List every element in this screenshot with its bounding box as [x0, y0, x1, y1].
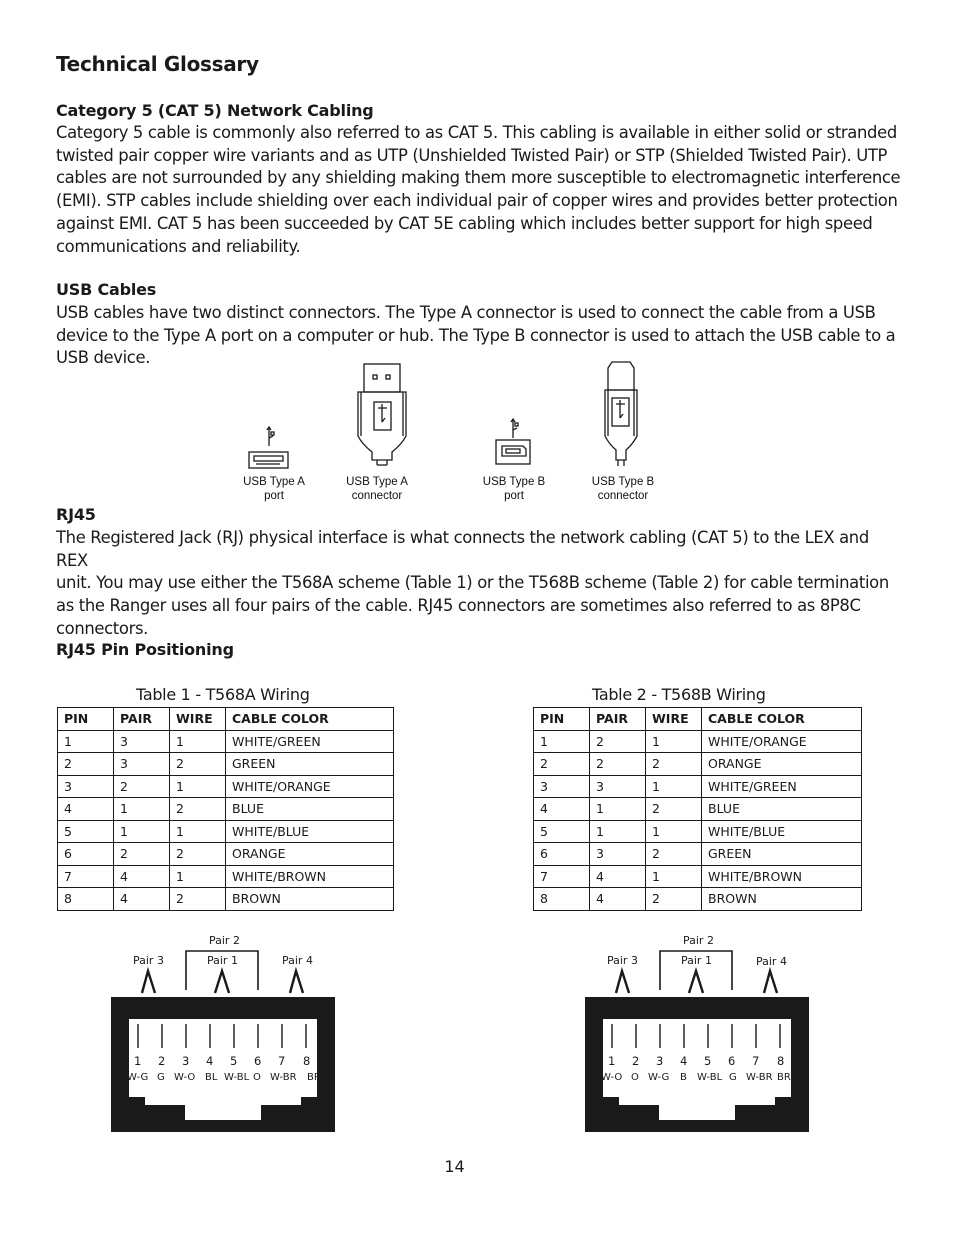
- pair-4-label: Pair 4: [756, 955, 787, 968]
- pin-color-label: W-BL: [697, 1072, 723, 1083]
- usb-type-b-connector-label: USB Type B connector: [591, 476, 655, 502]
- cat5-line: Category 5 cable is commonly also referred to as CAT 5. This cabling is available in either solid or stranded: [56, 123, 897, 142]
- cat5-line: cables are not surrounded by any shielding making them more susceptible to electromagnetic interference: [56, 168, 901, 188]
- table-row: 6 2 2 ORANGE: [58, 843, 394, 866]
- rj45-line: connectors.: [56, 618, 149, 638]
- pin-number: 2: [632, 1054, 640, 1068]
- usb-type-b-port-icon: [496, 419, 530, 464]
- pin-color-label: O: [253, 1072, 261, 1083]
- pair-4-label: Pair 4: [282, 954, 313, 967]
- rj45-paragraph: [56, 527, 901, 641]
- pin-number: 3: [182, 1054, 190, 1068]
- page-title: Technical Glossary: [56, 52, 259, 76]
- usb-line: USB cables have two distinct connectors. The Type A connector is used to connect the cable from a USB: [56, 303, 876, 322]
- table-row: 4 1 2 BLUE: [58, 798, 394, 821]
- cat5-paragraph: [56, 122, 901, 258]
- column-header: WIRE: [170, 708, 226, 731]
- pair-3-label: Pair 3: [607, 954, 638, 967]
- table-row: 7 4 1 WHITE/BROWN: [58, 865, 394, 888]
- pin-color-label: W-BR: [746, 1072, 773, 1083]
- pair-3-marker: [142, 971, 155, 993]
- column-header: PIN: [58, 708, 114, 731]
- table-row: 8 4 2 BROWN: [534, 888, 862, 911]
- pin-number: 1: [134, 1054, 142, 1068]
- column-header: PAIR: [590, 708, 646, 731]
- pin-number: 4: [206, 1054, 214, 1068]
- pair-1-label: Pair 1: [681, 954, 712, 967]
- cat5-line: twisted pair copper wire variants and as UTP (Unshielded Twisted Pair) or STP (Shielded Twisted Pair). UTP: [56, 145, 888, 165]
- usb-symbol-icon: [511, 419, 518, 438]
- usb-line: USB device.: [56, 348, 151, 368]
- table-row: 3 3 1 WHITE/GREEN: [534, 775, 862, 798]
- rj45-heading: RJ45: [56, 505, 96, 524]
- pin-number: 7: [752, 1054, 760, 1068]
- pair-3-marker: [616, 971, 629, 993]
- pair-2-label: Pair 2: [683, 934, 714, 947]
- usb-line: device to the Type A port on a computer or hub. The Type B connector is used to attach the USB cable to a: [56, 325, 896, 345]
- cat5-heading: Category 5 (CAT 5) Network Cabling: [56, 101, 374, 120]
- page-number: 14: [444, 1157, 465, 1176]
- pair-4-marker: [290, 971, 303, 993]
- table-header-row: [58, 708, 394, 731]
- pin-number: 1: [608, 1054, 616, 1068]
- column-header: PAIR: [114, 708, 170, 731]
- usb-type-a-port-label: USB Type A port: [243, 476, 305, 502]
- usb-heading: USB Cables: [56, 280, 157, 299]
- pin-color-label: BR: [777, 1072, 791, 1083]
- column-header: CABLE COLOR: [226, 708, 394, 731]
- pair-1-label: Pair 1: [207, 954, 238, 967]
- usb-symbol-icon: [267, 427, 274, 446]
- rj45-line: unit. You may use either the T568A scheme (Table 1) or the T568B scheme (Table 2) for cable termination: [56, 573, 889, 593]
- table-row: 3 2 1 WHITE/ORANGE: [58, 775, 394, 798]
- table-row: 6 3 2 GREEN: [534, 843, 862, 866]
- cat5-line: against EMI. CAT 5 has been succeeded by CAT 5E cabling which includes better support for high speed: [56, 213, 873, 233]
- t568b-table: [533, 707, 862, 911]
- table-row: 5 1 1 WHITE/BLUE: [58, 820, 394, 843]
- column-header: WIRE: [646, 708, 702, 731]
- pin-number: 6: [728, 1054, 736, 1068]
- cat5-line: (EMI). STP cables include shielding over each individual pair of copper wires and provides better protection: [56, 191, 898, 211]
- usb-type-a-connector-icon: [358, 364, 406, 465]
- pin-number: 5: [230, 1054, 238, 1068]
- usb-connectors-figure: [240, 360, 680, 472]
- pin-number: 3: [656, 1054, 664, 1068]
- rj45-line: as the Ranger uses all four pairs of the cable. RJ45 connectors are sometimes also referred to as 8P8C: [56, 596, 861, 616]
- pair-4-marker: [764, 971, 777, 993]
- column-header: CABLE COLOR: [702, 708, 862, 731]
- pin-number: 8: [303, 1054, 311, 1068]
- pin-color-label: O: [631, 1072, 639, 1083]
- pin-color-label: W-O: [174, 1072, 196, 1083]
- pair-3-label: Pair 3: [133, 954, 164, 967]
- pin-color-label: G: [157, 1072, 165, 1083]
- pair-2-label: Pair 2: [209, 934, 240, 947]
- rj45-t568b-diagram: [585, 930, 809, 1134]
- table-row: 1 2 1 WHITE/ORANGE: [534, 730, 862, 753]
- pin-positioning-heading: RJ45 Pin Positioning: [56, 640, 234, 659]
- column-header: PIN: [534, 708, 590, 731]
- usb-type-a-connector-label: USB Type A connector: [346, 476, 408, 502]
- table-row: 5 1 1 WHITE/BLUE: [534, 820, 862, 843]
- table-row: 2 3 2 GREEN: [58, 753, 394, 776]
- pin-number: 6: [254, 1054, 262, 1068]
- table-header-row: [534, 708, 862, 731]
- pair-1-marker: [689, 971, 703, 993]
- table-row: 8 4 2 BROWN: [58, 888, 394, 911]
- table2-caption: Table 2 - T568B Wiring: [592, 685, 766, 704]
- pin-color-label: W-G: [648, 1072, 670, 1083]
- usb-type-b-connector-icon: [605, 362, 637, 466]
- pin-color-label: W-BL: [224, 1072, 250, 1083]
- rj45-t568a-diagram: [111, 930, 335, 1134]
- usb-type-a-port-icon: [249, 427, 288, 468]
- table-row: 7 4 1 WHITE/BROWN: [534, 865, 862, 888]
- pin-color-label: BL: [205, 1072, 218, 1083]
- table-row: 2 2 2 ORANGE: [534, 753, 862, 776]
- table-row: 1 3 1 WHITE/GREEN: [58, 730, 394, 753]
- t568a-table: [57, 707, 394, 911]
- pin-color-label: W-G: [127, 1072, 149, 1083]
- rj45-line: The Registered Jack (RJ) physical interface is what connects the network cabling (CAT 5) to the LEX and REX: [56, 528, 869, 570]
- pin-number: 5: [704, 1054, 712, 1068]
- pin-number: 7: [278, 1054, 286, 1068]
- cat5-line: communications and reliability.: [56, 236, 301, 256]
- pin-color-label: B: [680, 1072, 687, 1083]
- pin-number: 2: [158, 1054, 166, 1068]
- pin-number: 8: [777, 1054, 785, 1068]
- table1-caption: Table 1 - T568A Wiring: [136, 685, 310, 704]
- pin-color-label: G: [729, 1072, 737, 1083]
- pin-number: 4: [680, 1054, 688, 1068]
- pin-color-label: BR: [307, 1072, 321, 1083]
- pin-color-label: W-BR: [270, 1072, 297, 1083]
- pair-1-marker: [215, 971, 229, 993]
- usb-type-b-port-label: USB Type B port: [482, 476, 546, 502]
- table-row: 4 1 2 BLUE: [534, 798, 862, 821]
- pin-color-label: W-O: [601, 1072, 623, 1083]
